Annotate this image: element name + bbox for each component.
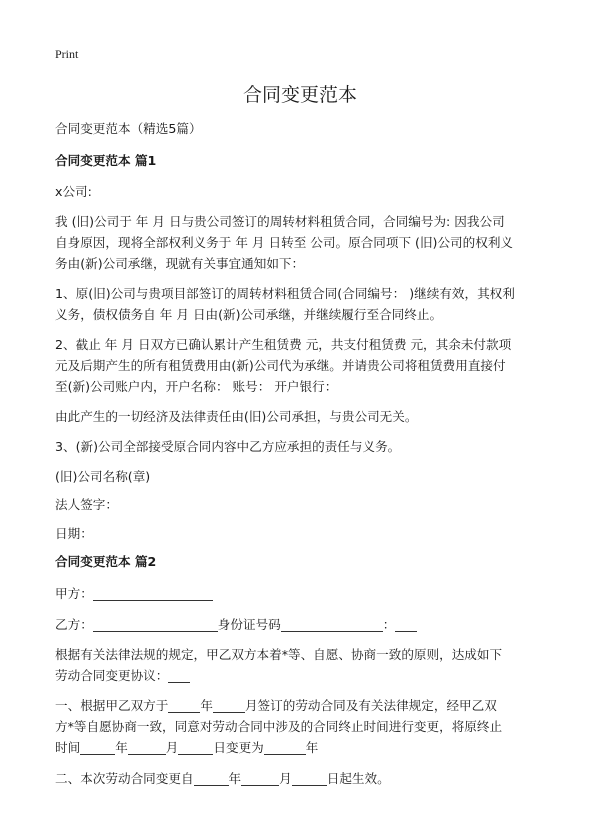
id-label: 身份证号码 xyxy=(217,617,281,632)
item-a2-line xyxy=(55,768,555,789)
party-b-blank xyxy=(93,617,218,632)
para1-line3: 务由(新)公司承继，现就有关事宜通知如下： xyxy=(55,256,305,271)
item2-line3: 至(新)公司账户内，开户名称： 账号： 开户银行： xyxy=(55,379,338,394)
section-1-heading: 合同变更范本 篇1 xyxy=(55,153,157,168)
party-a-blank xyxy=(93,586,213,601)
intro-line1: 根据有关法律法规的规定，甲乙双方本着*等、自愿、协商一致的原则，达成如下 xyxy=(55,647,503,662)
document-subtitle: 合同变更范本（精选5篇） xyxy=(55,121,202,136)
legal-signature: 法人签字： xyxy=(55,497,118,512)
item-a1-line3-b: 日变更为 xyxy=(213,740,264,755)
party-a-label: 甲方： xyxy=(55,586,93,601)
month-char-3: 月 xyxy=(279,771,292,786)
year-char-4: 年 xyxy=(228,771,242,786)
print-link[interactable]: Print xyxy=(55,47,79,61)
year-char-1: 年 xyxy=(200,698,213,713)
item-a1-line2: 方*等自愿协商一致，同意对劳动合同中涉及的合同终止时间进行变更，将原终止 xyxy=(55,719,503,734)
item3: 3、(新)公司全部接受原合同内容中乙方应承担的责任与义务。 xyxy=(55,439,401,454)
liability-paragraph: 由此产生的一切经济及法律责任由(旧)公司承担，与贵公司无关。 xyxy=(55,409,418,424)
item-a1-part-a: 一、根据甲乙双方于 xyxy=(55,698,169,713)
addressee: x公司: xyxy=(55,184,92,199)
blank-year-1 xyxy=(168,698,200,713)
para1-line1: 我 (旧)公司于 年 月 日与贵公司签订的周转材料租赁合同，合同编号为: 因我公司 xyxy=(55,214,505,229)
year-char-3: 年 xyxy=(305,740,319,755)
blank-year-3 xyxy=(194,771,229,786)
section-2-heading: 合同变更范本 篇2 xyxy=(55,554,157,569)
blank-new-date xyxy=(264,740,306,755)
item1-line1: 1、原(旧)公司与贵项目部签订的周转材料租赁合同(合同编号： )继续有效，其权利 xyxy=(55,286,515,301)
intro-line2 xyxy=(55,665,555,686)
para1-line2: 自身原因，现将全部权利义务于 年 月 日转至 公司。原合同项下 (旧)公司的权利义 xyxy=(55,235,514,250)
item-a1-line1 xyxy=(55,695,555,716)
party-b-label: 乙方： xyxy=(55,617,93,632)
intro-line2-text: 劳动合同变更协议： xyxy=(55,668,169,683)
item-a2-part-b: 日起生效。 xyxy=(326,771,390,786)
item2-line1: 2、截止 年 月 日双方已确认累计产生租赁费 元，共支付租赁费 元，其余未付款项 xyxy=(55,337,512,352)
item-a2-part-a: 二、本次劳动合同变更自 xyxy=(55,771,194,786)
document-title: 合同变更范本 xyxy=(242,84,357,106)
blank-year-2 xyxy=(80,740,115,755)
month-char-2: 月 xyxy=(165,740,179,755)
party-b-line xyxy=(55,614,555,635)
id-sep: ： xyxy=(382,617,396,632)
blank-month-2 xyxy=(128,740,166,755)
blank-month-3 xyxy=(241,771,279,786)
date-line: 日期： xyxy=(55,526,93,541)
item-a1-line3 xyxy=(55,737,555,758)
item-a1-line3-a: 时间 xyxy=(55,740,81,755)
party-a-line xyxy=(55,583,555,604)
company-seal: (旧)公司名称(章) xyxy=(55,469,151,484)
id-blank xyxy=(281,617,383,632)
item2-line2: 元及后期产生的所有租赁费用由(新)公司代为承继。并请贵公司将租赁费用直接付 xyxy=(55,358,506,373)
year-char-2: 年 xyxy=(115,740,128,755)
item1-line2: 义务，债权债务自 年 月 日由(新)公司承继，并继续履行至合同终止。 xyxy=(55,307,443,322)
intro-blank xyxy=(168,668,190,683)
blank-day-2 xyxy=(178,740,213,755)
blank-month-1 xyxy=(213,698,245,713)
id-tail-blank xyxy=(395,617,417,632)
item-a1-part-b: 月签订的劳动合同及有关法律规定，经甲乙双 xyxy=(244,698,497,713)
blank-day-3 xyxy=(292,771,327,786)
